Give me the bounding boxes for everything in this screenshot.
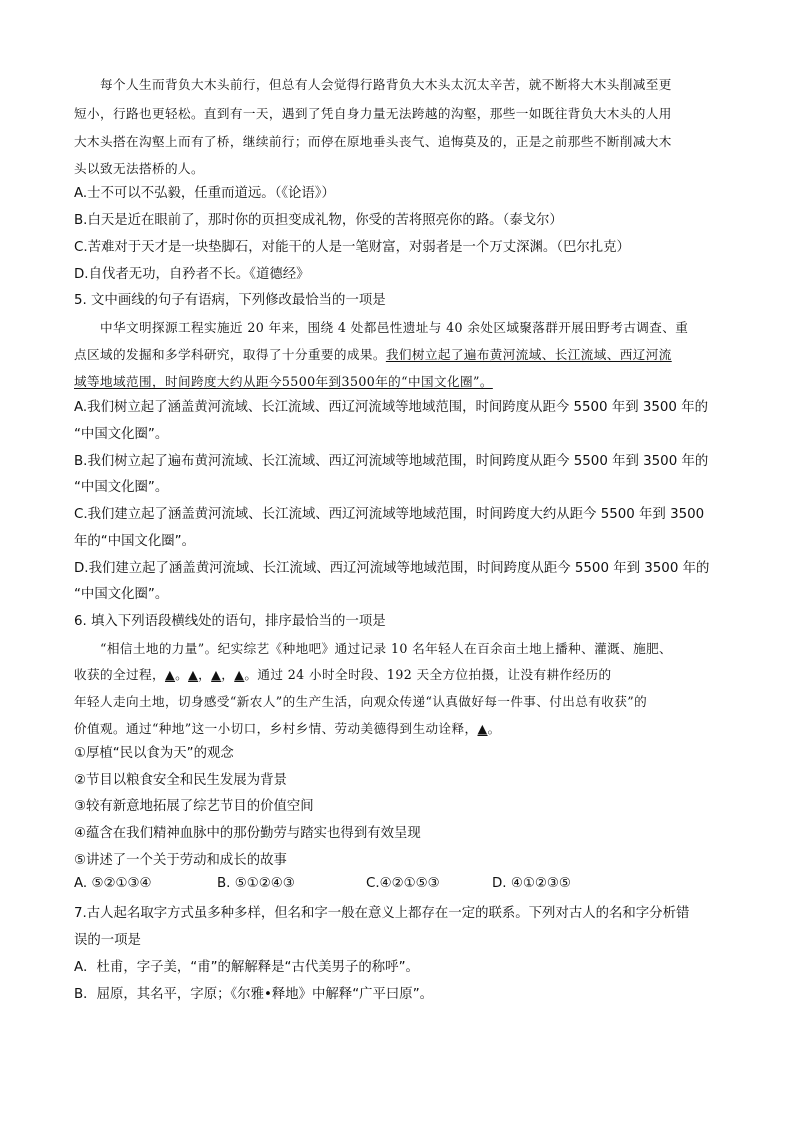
q6-item-2: ②节目以粮食安全和民生发展为背景 — [74, 773, 287, 788]
q5-stem: 5. 文中画线的句子有语病，下列修改最恰当的一项是 — [74, 293, 386, 308]
q4-option-c: C.苦难对于天才是一块垫脚石，对能干的人是一笔财富，对弱者是一个万丈深渊。（巴尔扎克） — [74, 240, 630, 255]
q6-passage-line: 价值观。通过“种地”这一小切口，乡村乡情、劳动美德得到生动诠释，▲。 — [74, 721, 501, 736]
passage-line: 头以致无法搭桥的人。 — [74, 161, 204, 176]
q5-underlined-sentence: 域等地域范围，时间跨度大约从距今5500年到3500年的“中国文化圈”。 — [74, 374, 493, 389]
q7-option-b: B．屈原，其名平，字原；《尔雅•释地》中解释“广平曰原”。 — [74, 987, 434, 1002]
q6-item-5: ⑤讲述了一个关于劳动和成长的故事 — [74, 853, 287, 868]
q6-passage-line: 年轻人走向土地，切身感受“新农人”的生产生活，向观众传递“认真做好每一件事、付出总有收获”的 — [74, 694, 648, 709]
passage-line: 每个人生而背负大木头前行，但总有人会觉得行路背负大木头太沉太辛苦，就不断将大木头削减至更 — [100, 77, 672, 92]
q6-stem: 6. 填入下列语段横线处的语句，排序最恰当的一项是 — [74, 614, 386, 629]
q7-stem-cont: 误的一项是 — [74, 933, 141, 948]
q5-option-b-cont: “中国文化圈”。 — [74, 480, 169, 495]
q7-stem: 7.古人起名取字方式虽多种多样，但名和字一般在意义上都存在一定的联系。下列对古人的名和字分析错 — [74, 906, 690, 921]
q5-option-c-cont: 年的“中国文化圈”。 — [74, 534, 195, 549]
q6-option-a: A. ⑤②①③④ — [74, 876, 152, 891]
q6-option-b: B. ⑤①②④③ — [217, 876, 295, 891]
q5-passage-line — [74, 344, 672, 363]
answer-blank: ▲ — [188, 667, 199, 682]
q5-option-a: A.我们树立起了涵盖黄河流域、长江流域、西辽河流域等地域范围，时间跨度从距今 5500 年到 3500 年的 — [74, 400, 708, 415]
q6-option-c: C.④②①⑤③ — [366, 876, 440, 891]
answer-blank: ▲ — [234, 667, 245, 682]
passage-line: 大木头搭在沟壑上而有了桥，继续前行；而停在原地垂头丧气、追悔莫及的，正是之前那些不断削减大木 — [74, 134, 672, 149]
q4-option-d: D.自伐者无功，自矜者不长。《道德经》 — [74, 267, 310, 282]
q4-option-b: B.白天是近在眼前了，那时你的页担变成礼物，你受的苦将照亮你的路。（泰戈尔） — [74, 213, 563, 228]
answer-blank: ▲ — [477, 721, 488, 736]
q6-item-4: ④蕴含在我们精神血脉中的那份勤劳与踏实也得到有效呈现 — [74, 826, 421, 841]
passage-line: 短小，行路也更轻松。直到有一天，遇到了凭自身力量无法跨越的沟壑，那些一如既往背负大木头的人用 — [74, 106, 672, 121]
q5-underlined-sentence: 我们树立起了遍布黄河流域、长江流域、西辽河流 — [385, 347, 672, 362]
q6-item-3: ③较有新意地拓展了综艺节目的价值空间 — [74, 799, 314, 814]
q4-option-a: A.士不可以不弘毅，任重而道远。（《论语》） — [74, 186, 335, 201]
q5-passage-line: 中华文明探源工程实施近 20 年来，围绕 4 处都邑性遗址与 40 余处区域聚落群开展田野考古调查、重 — [100, 320, 689, 335]
q5-option-d-cont: “中国文化圈”。 — [74, 587, 169, 602]
q5-passage-plain: 点区域的发掘和多学科研究，取得了十分重要的成果。 — [74, 347, 386, 362]
q5-option-b: B.我们树立起了遍布黄河流域、长江流域、西辽河流域等地域范围，时间跨度从距今 5500 年到 3500 年的 — [74, 454, 709, 469]
q6-passage-line: “相信土地的力量”。纪实综艺《种地吧》通过记录 10 名年轻人在百余亩土地上播种、灌溉、施肥、 — [100, 641, 673, 656]
q5-option-c: C.我们建立起了涵盖黄河流域、长江流域、西辽河流域等地域范围，时间跨度大约从距今 5500 年到 3500 — [74, 507, 705, 522]
answer-blank: ▲ — [164, 667, 176, 682]
answer-blank: ▲ — [211, 667, 222, 682]
q6-item-1: ①厚植“民以食为天”的观念 — [74, 746, 234, 761]
q6-passage-line: 收获的全过程，▲。▲，▲，▲。通过 24 小时全时段、192 天全方位拍摄，让没有耕作经历的 — [74, 667, 612, 682]
q6-option-d: D. ④①②③⑤ — [492, 876, 571, 891]
q5-option-d: D.我们建立起了涵盖黄河流域、长江流域、西辽河流域等地域范围，时间跨度从距今 5500 年到 3500 年的 — [74, 561, 710, 576]
q5-option-a-cont: “中国文化圈”。 — [74, 427, 169, 442]
q7-option-a: A．杜甫，字子美，“甫”的解解释是“古代美男子的称呼”。 — [74, 960, 419, 975]
